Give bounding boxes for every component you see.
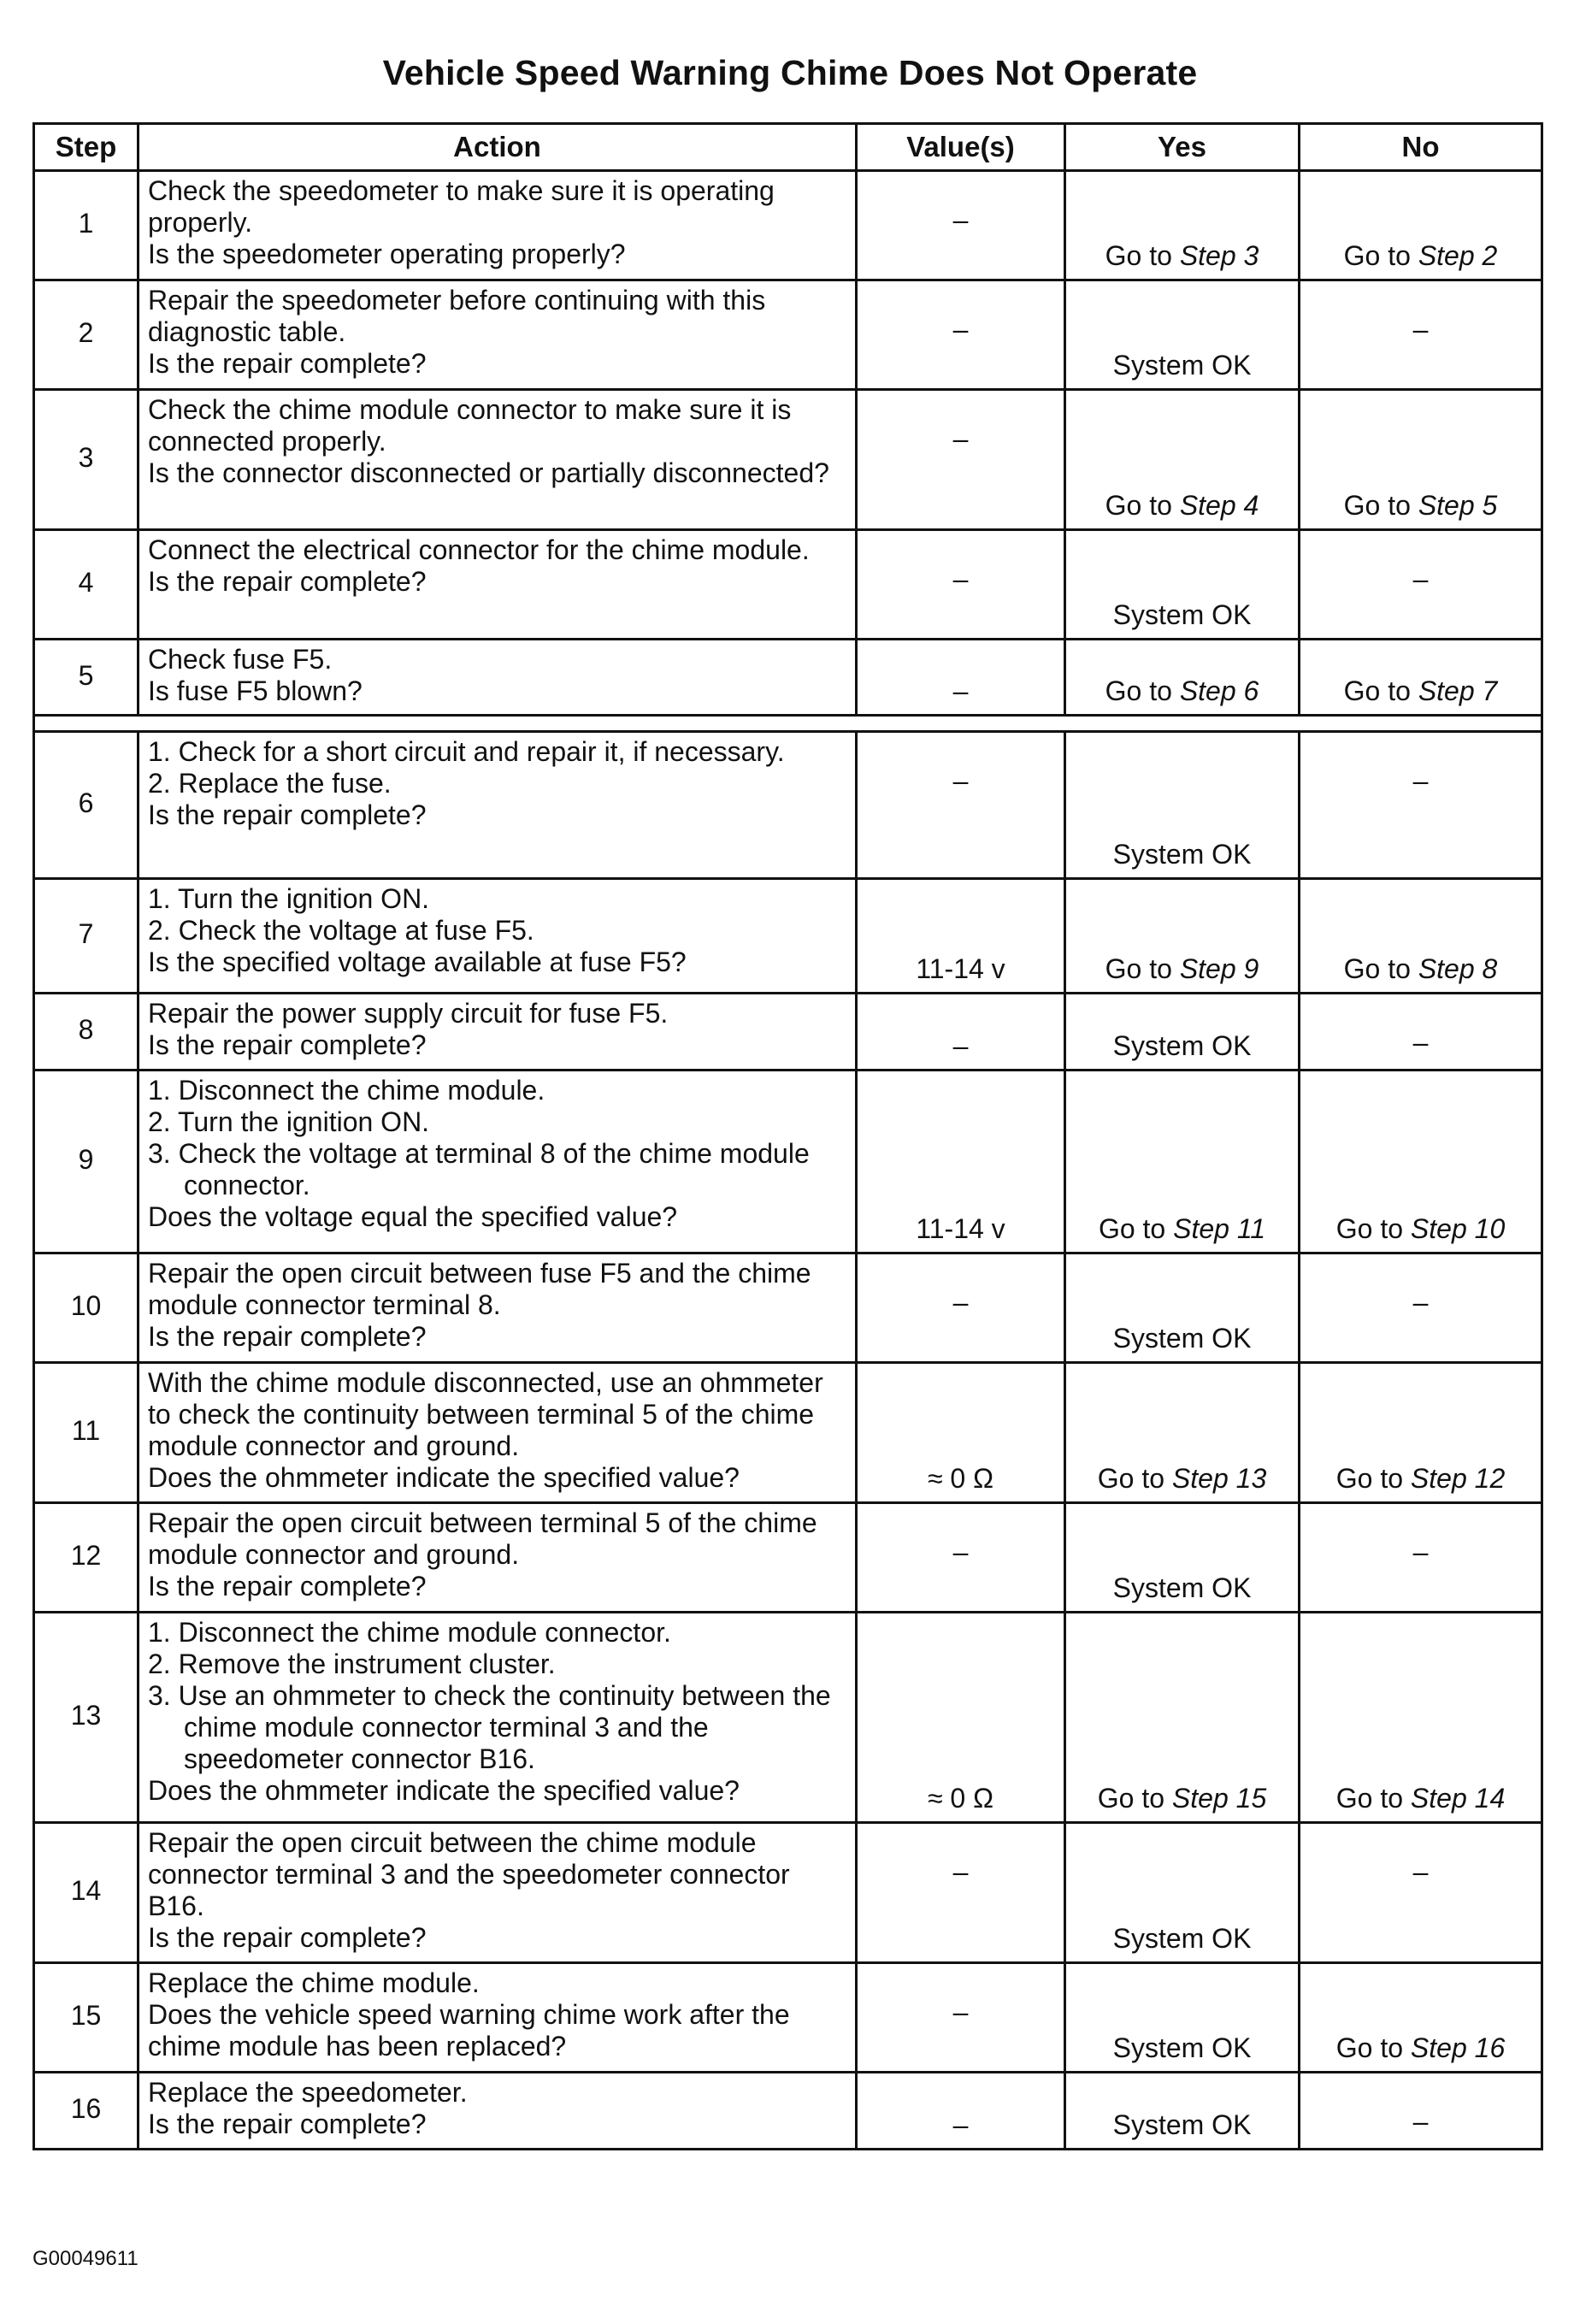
action-line: Repair the open circuit between the chime module connector terminal 3 and the speedometer connector B16. xyxy=(148,1827,790,1921)
yes-step-ref: Step 13 xyxy=(1171,1463,1267,1494)
yes-text: Go to xyxy=(1098,1213,1174,1244)
action-line: Is the connector disconnected or partially disconnected? xyxy=(148,457,829,488)
yes-text: Go to xyxy=(1105,490,1180,521)
no-text: Go to xyxy=(1343,240,1418,271)
yes-cell xyxy=(1065,171,1300,280)
yes-cell xyxy=(1065,640,1300,716)
table-row xyxy=(34,171,1542,280)
action-list-item: 2. Replace the fuse. xyxy=(148,768,392,799)
value-text: – xyxy=(952,1030,969,1061)
value-text: – xyxy=(952,1537,969,1567)
value-text: ≈ 0 Ω xyxy=(927,1783,994,1814)
action-line: Does the vehicle speed warning chime work after the chime module has been replaced? xyxy=(148,1999,790,2062)
value-text: – xyxy=(952,2109,969,2140)
action-list-item: 1. Disconnect the chime module connector. xyxy=(148,1617,671,1648)
action-line: Repair the speedometer before continuing with this diagnostic table. xyxy=(148,285,766,347)
action-cell xyxy=(139,879,857,994)
yes-cell xyxy=(1065,530,1300,640)
yes-text: System OK xyxy=(1112,1030,1252,1061)
action-line: Check the speedometer to make sure it is operating properly. xyxy=(148,175,775,238)
action-line: Is the repair complete? xyxy=(148,1922,427,1953)
action-cell xyxy=(139,1253,857,1363)
action-cell xyxy=(139,280,857,390)
no-text: – xyxy=(1412,1287,1429,1318)
value-text: – xyxy=(952,563,969,594)
action-list-item: 2. Remove the instrument cluster. xyxy=(148,1649,556,1679)
action-cell xyxy=(139,530,857,640)
table-row xyxy=(34,1071,1542,1253)
table-section-gap xyxy=(34,716,1542,732)
action-line: Is the repair complete? xyxy=(148,566,427,597)
no-text: Go to xyxy=(1335,1783,1411,1814)
action-line: Is the repair complete? xyxy=(148,799,427,830)
value-text: – xyxy=(952,204,969,235)
action-line: Replace the chime module. xyxy=(148,1967,480,1998)
no-text: – xyxy=(1412,1537,1429,1567)
diagnostic-table xyxy=(32,122,1543,2150)
value-cell xyxy=(857,1613,1065,1823)
step-number-cell: 10 xyxy=(34,1253,139,1363)
action-cell xyxy=(139,171,857,280)
no-cell xyxy=(1300,390,1542,530)
value-cell xyxy=(857,1503,1065,1613)
action-line: Is fuse F5 blown? xyxy=(148,675,363,706)
value-text: – xyxy=(952,1997,969,2027)
action-list-item: 1. Turn the ignition ON. xyxy=(148,883,430,914)
value-cell xyxy=(857,994,1065,1071)
no-cell xyxy=(1300,1963,1542,2073)
action-list-item: 1. Check for a short circuit and repair it, if necessary. xyxy=(148,736,785,767)
no-cell xyxy=(1300,1363,1542,1503)
header-action: Action xyxy=(139,124,857,171)
step-number-cell: 14 xyxy=(34,1823,139,1963)
action-line: Check the chime module connector to make sure it is connected properly. xyxy=(148,394,792,457)
table-row xyxy=(34,1503,1542,1613)
table-row xyxy=(34,1363,1542,1503)
yes-text: Go to xyxy=(1105,675,1180,706)
value-cell xyxy=(857,879,1065,994)
table-row xyxy=(34,879,1542,994)
yes-cell xyxy=(1065,1253,1300,1363)
yes-text: Go to xyxy=(1105,953,1180,984)
yes-text: System OK xyxy=(1112,1923,1252,1954)
value-cell xyxy=(857,390,1065,530)
table-row xyxy=(34,1253,1542,1363)
value-cell xyxy=(857,1963,1065,2073)
no-step-ref: Step 7 xyxy=(1418,675,1498,706)
table-row xyxy=(34,1963,1542,2073)
no-cell xyxy=(1300,994,1542,1071)
action-cell xyxy=(139,640,857,716)
action-line: Is the speedometer operating properly? xyxy=(148,239,626,269)
step-number-cell: 12 xyxy=(34,1503,139,1613)
no-text: – xyxy=(1412,314,1429,345)
step-number-cell: 15 xyxy=(34,1963,139,2073)
yes-text: System OK xyxy=(1112,839,1252,870)
no-step-ref: Step 12 xyxy=(1410,1463,1506,1494)
action-line: Is the repair complete? xyxy=(148,1571,427,1601)
value-cell xyxy=(857,1363,1065,1503)
action-cell xyxy=(139,1363,857,1503)
no-text: – xyxy=(1412,563,1429,594)
yes-cell xyxy=(1065,1363,1300,1503)
value-text: – xyxy=(952,1856,969,1887)
value-text: 11-14 v xyxy=(916,1213,1005,1244)
yes-step-ref: Step 9 xyxy=(1179,953,1259,984)
no-cell xyxy=(1300,732,1542,879)
step-number-cell: 1 xyxy=(34,171,139,280)
step-number-cell: 9 xyxy=(34,1071,139,1253)
no-step-ref: Step 2 xyxy=(1418,240,1498,271)
yes-cell xyxy=(1065,1071,1300,1253)
action-line: Repair the open circuit between fuse F5 and the chime module connector terminal 8. xyxy=(148,1258,811,1320)
action-list-item: 1. Disconnect the chime module. xyxy=(148,1075,545,1106)
no-cell xyxy=(1300,1823,1542,1963)
value-text: – xyxy=(952,314,969,345)
yes-text: System OK xyxy=(1112,599,1252,630)
table-row xyxy=(34,280,1542,390)
action-cell xyxy=(139,1613,857,1823)
no-cell xyxy=(1300,1613,1542,1823)
value-text: ≈ 0 Ω xyxy=(927,1463,994,1494)
value-cell xyxy=(857,1071,1065,1253)
action-line: Is the repair complete? xyxy=(148,1029,427,1060)
table-body xyxy=(34,171,1542,2150)
value-cell xyxy=(857,530,1065,640)
yes-step-ref: Step 15 xyxy=(1171,1783,1267,1814)
no-text: Go to xyxy=(1335,1213,1411,1244)
yes-text: System OK xyxy=(1112,2109,1252,2140)
value-cell xyxy=(857,280,1065,390)
action-line: Is the repair complete? xyxy=(148,348,427,379)
table-row xyxy=(34,530,1542,640)
action-list-item: 3. Check the voltage at terminal 8 of the chime module connector. xyxy=(148,1138,810,1200)
action-line: Connect the electrical connector for the chime module. xyxy=(148,534,810,565)
value-text: – xyxy=(952,765,969,796)
yes-cell xyxy=(1065,1823,1300,1963)
table-row xyxy=(34,994,1542,1071)
header-no: No xyxy=(1300,124,1542,171)
action-cell xyxy=(139,1071,857,1253)
value-cell xyxy=(857,732,1065,879)
yes-text: System OK xyxy=(1112,2032,1252,2063)
action-list-item: 2. Check the voltage at fuse F5. xyxy=(148,915,534,946)
figure-code: G00049611 xyxy=(32,2247,139,2270)
header-values: Value(s) xyxy=(857,124,1065,171)
action-cell xyxy=(139,994,857,1071)
no-cell xyxy=(1300,1253,1542,1363)
header-step: Step xyxy=(34,124,139,171)
no-text: – xyxy=(1412,1856,1429,1887)
no-step-ref: Step 8 xyxy=(1418,953,1498,984)
section-gap-cell xyxy=(34,716,1542,732)
yes-text: System OK xyxy=(1112,1572,1252,1603)
value-text: 11-14 v xyxy=(916,953,1005,984)
yes-cell xyxy=(1065,280,1300,390)
table-row xyxy=(34,1613,1542,1823)
step-number-cell: 4 xyxy=(34,530,139,640)
action-line: Is the repair complete? xyxy=(148,1321,427,1352)
action-cell xyxy=(139,732,857,879)
no-cell xyxy=(1300,530,1542,640)
action-cell xyxy=(139,1823,857,1963)
yes-cell xyxy=(1065,994,1300,1071)
step-number-cell: 8 xyxy=(34,994,139,1071)
action-cell xyxy=(139,1963,857,2073)
action-cell xyxy=(139,390,857,530)
table-row xyxy=(34,390,1542,530)
action-cell xyxy=(139,1503,857,1613)
value-cell xyxy=(857,2073,1065,2150)
yes-text: Go to xyxy=(1097,1783,1172,1814)
table-row xyxy=(34,732,1542,879)
step-number-cell: 7 xyxy=(34,879,139,994)
yes-cell xyxy=(1065,390,1300,530)
no-text: – xyxy=(1412,1027,1429,1058)
step-number-cell: 5 xyxy=(34,640,139,716)
page-title: Vehicle Speed Warning Chime Does Not Operate xyxy=(382,53,1198,92)
no-step-ref: Step 16 xyxy=(1410,2032,1506,2063)
action-line: Does the voltage equal the specified value? xyxy=(148,1201,678,1232)
action-line: Repair the power supply circuit for fuse F5. xyxy=(148,998,669,1029)
value-cell xyxy=(857,171,1065,280)
table-row xyxy=(34,640,1542,716)
no-text: Go to xyxy=(1343,490,1418,521)
yes-text: System OK xyxy=(1112,1323,1252,1354)
yes-text: Go to xyxy=(1097,1463,1172,1494)
action-line: Is the specified voltage available at fuse F5? xyxy=(148,947,687,977)
step-number-cell: 6 xyxy=(34,732,139,879)
value-text: – xyxy=(952,1287,969,1318)
yes-cell xyxy=(1065,2073,1300,2150)
value-cell xyxy=(857,1823,1065,1963)
action-line: Does the ohmmeter indicate the specified value? xyxy=(148,1462,740,1493)
yes-text: System OK xyxy=(1112,350,1252,380)
value-text: – xyxy=(952,423,969,454)
yes-text: Go to xyxy=(1105,240,1180,271)
action-list-item: 2. Turn the ignition ON. xyxy=(148,1106,430,1137)
action-line: Replace the speedometer. xyxy=(148,2077,468,2108)
no-cell xyxy=(1300,1503,1542,1613)
no-cell xyxy=(1300,1071,1542,1253)
value-cell xyxy=(857,1253,1065,1363)
yes-step-ref: Step 3 xyxy=(1179,240,1259,271)
action-line: Is the repair complete? xyxy=(148,2109,427,2139)
yes-cell xyxy=(1065,1503,1300,1613)
action-line: Does the ohmmeter indicate the specified value? xyxy=(148,1775,740,1806)
value-cell xyxy=(857,640,1065,716)
no-cell xyxy=(1300,280,1542,390)
step-number-cell: 13 xyxy=(34,1613,139,1823)
action-list-item: 3. Use an ohmmeter to check the continuity between the chime module connector terminal 3 and the speedometer connector B16. xyxy=(148,1680,831,1774)
no-cell xyxy=(1300,879,1542,994)
yes-step-ref: Step 11 xyxy=(1173,1213,1266,1244)
yes-step-ref: Step 4 xyxy=(1179,490,1259,521)
action-line: Repair the open circuit between terminal 5 of the chime module connector and ground. xyxy=(148,1507,817,1570)
step-number-cell: 16 xyxy=(34,2073,139,2150)
yes-cell xyxy=(1065,732,1300,879)
table-row xyxy=(34,2073,1542,2150)
no-text: Go to xyxy=(1335,1463,1411,1494)
step-number-cell: 2 xyxy=(34,280,139,390)
no-text: – xyxy=(1412,765,1429,796)
no-text: – xyxy=(1412,2106,1429,2137)
action-line: With the chime module disconnected, use an ohmmeter to check the continuity between terminal 5 of the chime module connector and ground. xyxy=(148,1367,823,1461)
yes-cell xyxy=(1065,1613,1300,1823)
no-cell xyxy=(1300,2073,1542,2150)
header-yes: Yes xyxy=(1065,124,1300,171)
value-text: – xyxy=(952,675,969,706)
no-text: Go to xyxy=(1343,953,1418,984)
action-cell xyxy=(139,2073,857,2150)
no-cell xyxy=(1300,171,1542,280)
yes-cell xyxy=(1065,1963,1300,2073)
step-number-cell: 3 xyxy=(34,390,139,530)
no-text: Go to xyxy=(1343,675,1418,706)
no-step-ref: Step 5 xyxy=(1418,490,1498,521)
no-step-ref: Step 10 xyxy=(1410,1213,1506,1244)
yes-step-ref: Step 6 xyxy=(1179,675,1259,706)
no-cell xyxy=(1300,640,1542,716)
yes-cell xyxy=(1065,879,1300,994)
table-row xyxy=(34,1823,1542,1963)
table-header-row xyxy=(34,124,1542,171)
action-line: Check fuse F5. xyxy=(148,644,333,675)
step-number-cell: 11 xyxy=(34,1363,139,1503)
no-step-ref: Step 14 xyxy=(1410,1783,1506,1814)
no-text: Go to xyxy=(1335,2032,1411,2063)
